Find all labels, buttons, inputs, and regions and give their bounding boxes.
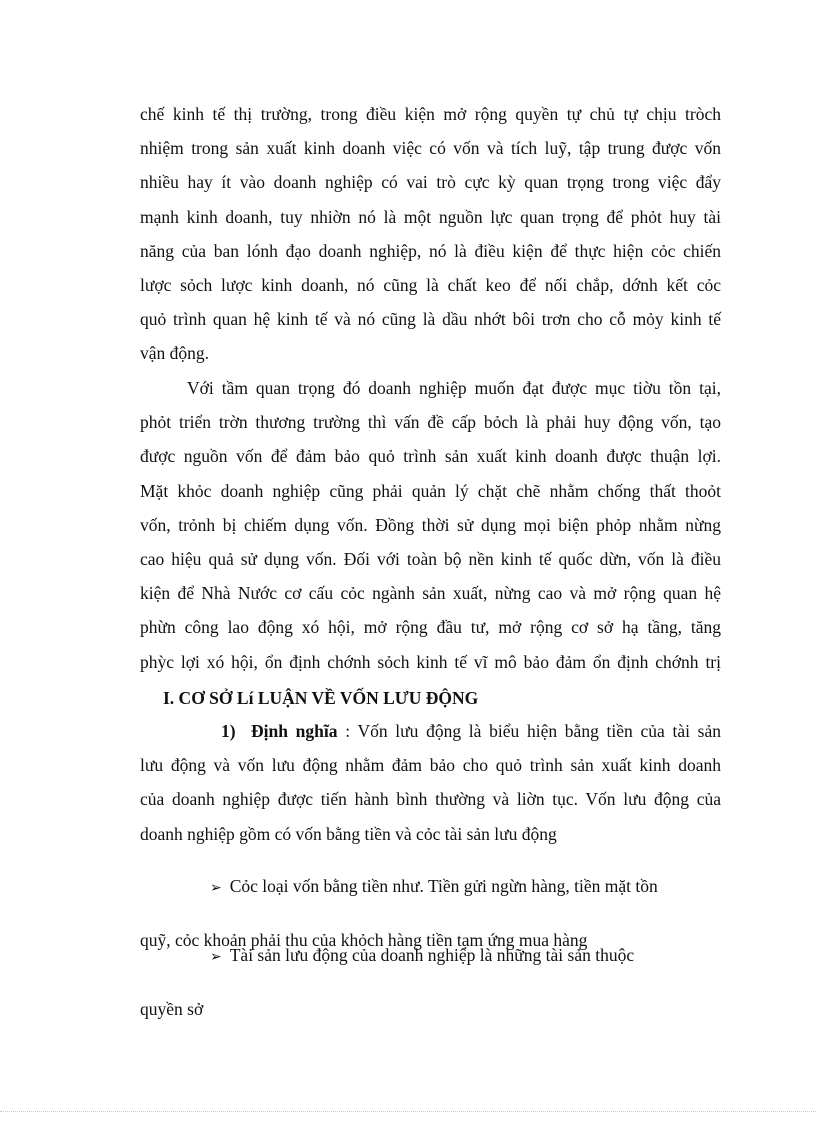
text-line: nhiệm trong sản xuất kinh doanh việc có vốn và tích luỹ, tập trung được vốn [140, 138, 721, 159]
bullet-first-line [140, 938, 721, 975]
page-bottom-divider [0, 1111, 816, 1112]
text-line: phỳc lợi xó hội, ổn định chớnh sỏch kinh tế vĩ mô bảo đảm ổn định chớnh trị [140, 651, 721, 672]
text-line: phỏt triển trờn thương trường thì vấn đề cấp bỏch là phải huy động vốn, tạo [140, 412, 721, 433]
text-line: năng của ban lónh đạo doanh nghiệp, nó là điều kiện để thực hiện cỏc chiến [140, 240, 721, 261]
bullet-item-2 [140, 920, 721, 1044]
text-line: quỹ, cỏc khoản phải thu của khỏch hàng tiền tạm ứng mua hàng [140, 930, 588, 951]
bullet-first-line [140, 869, 721, 906]
definition-text: : Vốn lưu động là biểu hiện bằng tiền của tài sản [337, 721, 721, 741]
text-line: phừn công lao động xó hội, mở rộng đầu tư, mở rộng cơ sở hạ tầng, tăng [140, 617, 721, 638]
text-line: Mặt khỏc doanh nghiệp cũng phải quản lý chặt chẽ nhằm chống thất thoỏt [140, 480, 721, 501]
definition-paragraph [140, 714, 721, 851]
text-line: nhiều hay ít vào doanh nghiệp có vai trò cực kỳ quan trọng trong việc đẩy [140, 172, 721, 193]
text-line: doanh nghiệp gồm có vốn bằng tiền và cỏc tài sản lưu động [140, 823, 557, 844]
definition-first-line [140, 714, 721, 748]
text-line: kiện để Nhà Nước cơ cấu cỏc ngành sản xuất, nừng cao và mở rộng quan hệ [140, 583, 721, 604]
text-line: Với tầm quan trọng đó doanh nghiệp muốn đạt được mục tiờu tồn tại, [187, 378, 721, 398]
arrow-bullet-icon: ➢ [210, 880, 222, 896]
section-heading: I. CƠ SỞ Lí LUẬN VỀ VỐN LƯU ĐỘNG [163, 688, 479, 708]
paragraph-1 [140, 97, 721, 371]
text-line: quyền sở [140, 999, 204, 1020]
text-line: mạnh kinh doanh, tuy nhiờn nó là một nguồn lực quan trọng để phỏt huy tài [140, 206, 721, 227]
definition-number: 1) [221, 721, 236, 741]
text-line: vốn, trỏnh bị chiếm dụng vốn. Đồng thời sử dụng mọi biện phỏp nhằm nừng [140, 514, 721, 535]
text-line: cao hiệu quả sử dụng vốn. Đối với toàn bộ nền kinh tế quốc dừn, vốn là điều [140, 549, 721, 570]
arrow-bullet-icon: ➢ [210, 949, 222, 965]
bullet-text: Tài sản lưu động của doanh nghiệp là những tài sản thuộc [229, 944, 635, 965]
bullet-text: Cỏc loại vốn bằng tiền như. Tiền gửi ngừn hàng, tiền mặt tồn [229, 875, 658, 896]
text-line: của doanh nghiệp được tiến hành bình thường và liờn tục. Vốn lưu động của [140, 789, 721, 810]
text-line: được nguồn vốn để đảm bảo quỏ trình sản xuất kinh doanh được thuận lợi. [140, 446, 721, 467]
text-line: lược sỏch lược kinh doanh, nó cũng là chất keo để nối chắp, dớnh kết cỏc [140, 275, 721, 296]
paragraph-2 [140, 371, 721, 679]
definition-term: Định nghĩa [251, 721, 338, 741]
text-line: quỏ trình quan hệ kinh tế và nó cũng là dầu nhớt bôi trơn cho cỗ mỏy kinh tế [140, 309, 721, 330]
text-line: chế kinh tế thị trường, trong điều kiện mở rộng quyền tự chủ tự chịu tròch [140, 104, 721, 124]
text-line: lưu động và vốn lưu động nhằm đảm bảo cho quỏ trình sản xuất kinh doanh [140, 755, 721, 776]
text-line: vận động. [140, 343, 210, 364]
